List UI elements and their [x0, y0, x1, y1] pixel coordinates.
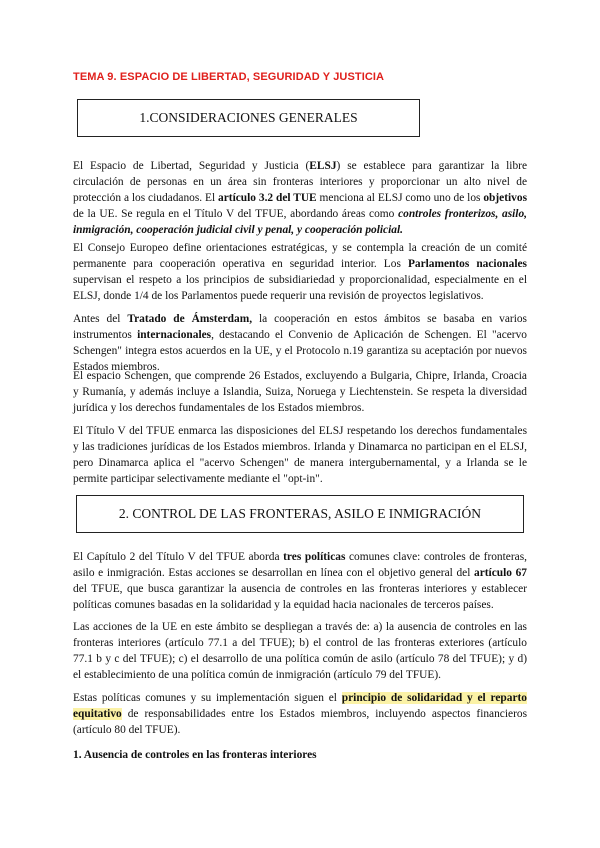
paragraph-capitulo-2: El Capítulo 2 del Título V del TFUE aborda tres políticas comunes clave: controles de fronteras, asilo e inmigración. Estas acciones se desarrollan en línea con el objetivo general del artículo 67 del TFUE, que busca garantizar la ausencia de controles en las fronteras interiores y establecer políticas comunes basadas en la solidaridad y la equidad hacia nacionales de terceros países. [73, 551, 527, 611]
paragraph-acciones-ue: Las acciones de la UE en este ámbito se despliegan a través de: a) la ausencia de controles en las fronteras interiores (artículo 77.1 a del TFUE); b) el control de las fronteras exteriores (artículo 77.1 b y c del TFUE); c) el desarrollo de una política común de asilo (artículo 78 del TFUE); y d) el establecimiento de una política común de inmigración (artículo 79 del TFUE). [73, 621, 527, 681]
subheading-ausencia-controles: 1. Ausencia de controles en las fronteras interiores [73, 749, 317, 761]
section-2-heading: 2. CONTROL DE LAS FRONTERAS, ASILO E INMIGRACIÓN [118, 506, 482, 521]
paragraph-titulo-v: El Título V del TFUE enmarca las disposiciones del ELSJ respetando los derechos fundamentales y las tradiciones jurídicas de los Estados miembros. Irlanda y Dinamarca no participan en el ELSJ, pero Dinamarca aplica el "acervo Schengen" de manera intergubernamental, y a Irlanda se le permite participar selectivamente mediante el "opt-in". [73, 425, 527, 485]
paragraph-schengen: El espacio Schengen, que comprende 26 Estados, excluyendo a Bulgaria, Chipre, Irlanda, Croacia y Rumanía, y además incluye a Islandia, Suiza, Noruega y Liechtenstein. Se respeta la diversidad jurídica y los derechos fundamentales de los Estados miembros. [73, 370, 527, 414]
paragraph-amsterdam: Antes del Tratado de Ámsterdam, la cooperación en estos ámbitos se basaba en varios instrumentos internacionales, destacando el Convenio de Aplicación de Schengen. El "acervo Schengen" integra estos acuerdos en la UE, y el Protocolo n.19 garantiza su aceptación por nuevos Estados miembros. [73, 313, 527, 373]
section-1-heading: 1.CONSIDERACIONES GENERALES [139, 110, 358, 125]
topic-title: TEMA 9. ESPACIO DE LIBERTAD, SEGURIDAD Y JUSTICIA [73, 71, 385, 83]
paragraph-elsj-definition: El Espacio de Libertad, Seguridad y Justicia (ELSJ) se establece para garantizar la libre circulación de personas en un área sin fronteras interiores y proporcionar un alto nivel de protección a los ciudadanos. El artículo 3.2 del TUE menciona al ELSJ como uno de los objetivos de la UE. Se regula en el Título V del TFUE, abordando áreas como controles fronterizos, asilo, inmigración, cooperación judicial civil y penal, y cooperación policial. [73, 160, 528, 236]
paragraph-consejo-europeo: El Consejo Europeo define orientaciones estratégicas, y se contempla la creación de un comité permanente para cooperación operativa en seguridad interior. Los Parlamentos nacionales supervisan el respeto a los principios de subsidiariedad y proporcionalidad, especialmente en el ELSJ, donde 1/4 de los Parlamentos puede requerir una revisión de proyectos legislativos. [73, 242, 527, 302]
highlighted-principle: principio de solidaridad y el reparto equitativo [73, 692, 527, 720]
section-1-heading-box [77, 99, 420, 137]
paragraph-solidaridad: Estas políticas comunes y su implementación siguen el principio de solidaridad y el reparto equitativo de responsabilidades entre los Estados miembros, incluyendo aspectos financieros (artículo 80 del TFUE). [73, 692, 527, 736]
section-2-heading-box [76, 495, 524, 533]
